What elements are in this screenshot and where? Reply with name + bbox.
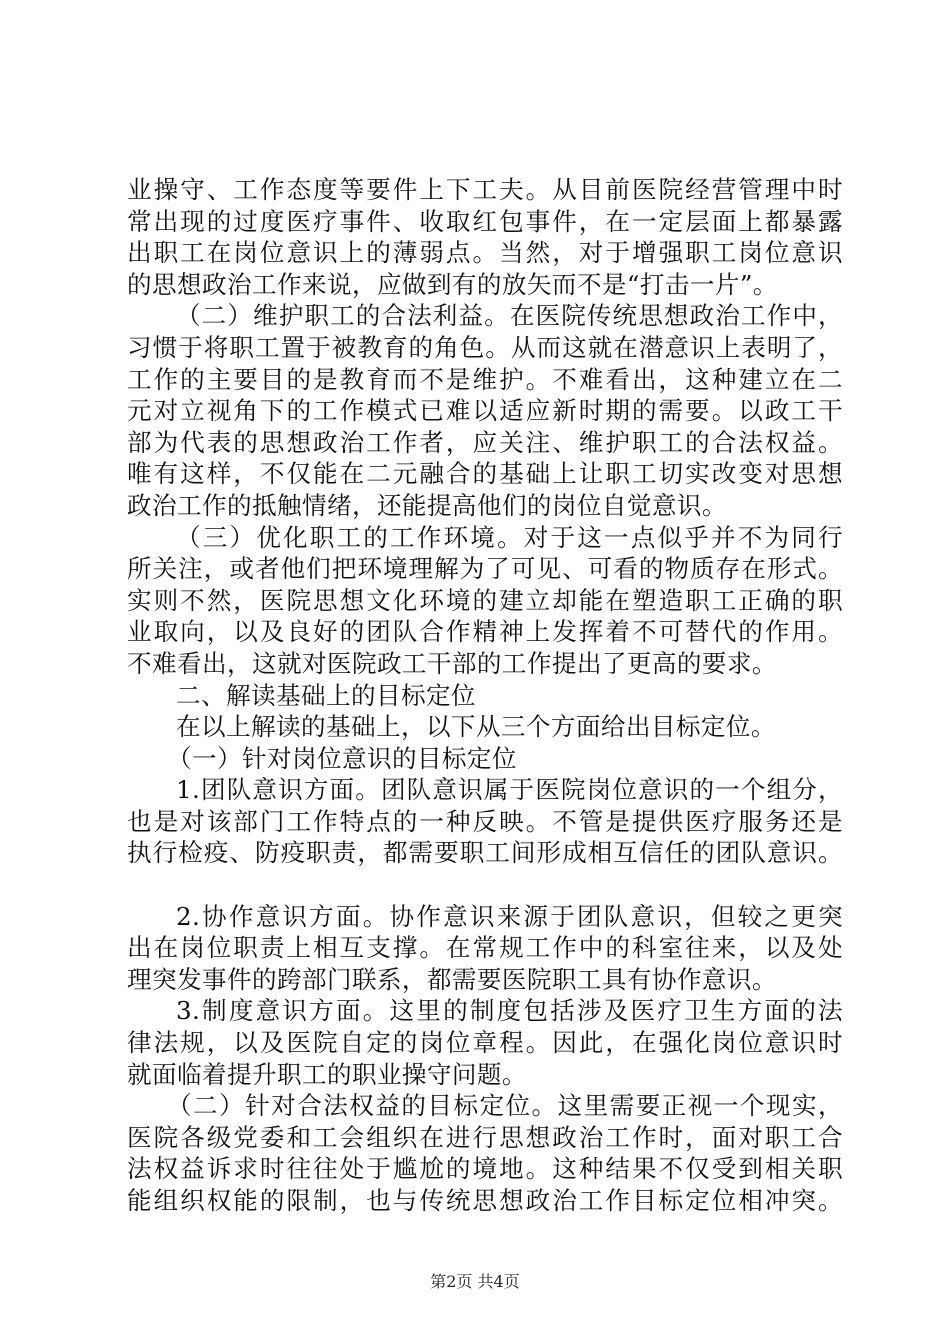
page-number-footer: 第2页 共4页: [430, 1272, 520, 1291]
text-line: 在以上解读的基础上，以下从三个方面给出目标定位。: [176, 712, 776, 742]
section-heading: 二、解读基础上的目标定位: [176, 680, 476, 710]
text-line: 3.制度意识方面。这里的制度包括涉及医疗卫生方面的法: [176, 996, 843, 1026]
text-line: 医院各级党委和工会组织在进行思想政治工作时，面对职工合: [127, 1122, 843, 1152]
text-line: 政治工作的抵触情绪，还能提高他们的岗位自觉意识。: [127, 490, 727, 520]
text-line: 出在岗位职责上相互支撑。在常规工作中的科室往来，以及处: [127, 933, 843, 963]
text-line: 唯有这样，不仅能在二元融合的基础上让职工切实改变对思想: [127, 459, 843, 489]
text-line: 能组织权能的限制，也与传统思想政治工作目标定位相冲突。: [127, 1186, 843, 1215]
subsection-heading: （一）针对岗位意识的目标定位: [167, 743, 517, 773]
text-line: 不难看出，这就对医院政工干部的工作提出了更高的要求。: [127, 648, 777, 678]
text-line: 法权益诉求时往往处于尴尬的境地。这种结果不仅受到相关职: [127, 1154, 843, 1184]
paragraph-gap: [127, 869, 843, 901]
text-line: 就面临着提升职工的职业操守问题。: [127, 1059, 527, 1089]
text-line: 出职工在岗位意识上的薄弱点。当然，对于增强职工岗位意识: [127, 238, 843, 268]
text-line: 也是对该部门工作特点的一种反映。不管是提供医疗服务还是: [127, 806, 843, 836]
text-line: 业操守、工作态度等要件上下工夫。从目前医院经营管理中时: [127, 175, 843, 204]
text-line: （三）优化职工的工作环境。对于这一点似乎并不为同行: [176, 522, 843, 552]
text-line: 元对立视角下的工作模式已难以适应新时期的需要。以政工干: [127, 396, 843, 426]
text-line: 常出现的过度医疗事件、收取红包事件，在一定层面上都暴露: [127, 206, 843, 236]
text-line: 业取向，以及良好的团队合作精神上发挥着不可替代的作用。: [127, 617, 843, 647]
text-line: 1.团队意识方面。团队意识属于医院岗位意识的一个组分，: [176, 775, 843, 805]
text-line: 执行检疫、防疫职责，都需要职工间形成相互信任的团队意识。: [127, 838, 843, 868]
document-body: [127, 174, 843, 1217]
text-line: （二）针对合法权益的目标定位。这里需要正视一个现实，: [167, 1091, 843, 1121]
text-line: 理突发事件的跨部门联系，都需要医院职工具有协作意识。: [127, 964, 777, 994]
text-line: 的思想政治工作来说，应做到有的放矢而不是“打击一片”。: [127, 269, 778, 299]
text-line: 实则不然，医院思想文化环境的建立却能在塑造职工正确的职: [127, 585, 843, 615]
text-line: 工作的主要目的是教育而不是维护。不难看出，这种建立在二: [127, 364, 843, 394]
text-line: 所关注，或者他们把环境理解为了可见、可看的物质存在形式。: [127, 554, 843, 584]
text-line: 部为代表的思想政治工作者，应关注、维护职工的合法权益。: [127, 427, 843, 457]
text-line: 习惯于将职工置于被教育的角色。从而这就在潜意识上表明了，: [127, 332, 843, 362]
text-line: （二）维护职工的合法利益。在医院传统思想政治工作中，: [176, 301, 843, 331]
text-line: 2.协作意识方面。协作意识来源于团队意识，但较之更突: [176, 901, 843, 931]
text-line: 律法规，以及医院自定的岗位章程。因此，在强化岗位意识时: [127, 1028, 843, 1058]
